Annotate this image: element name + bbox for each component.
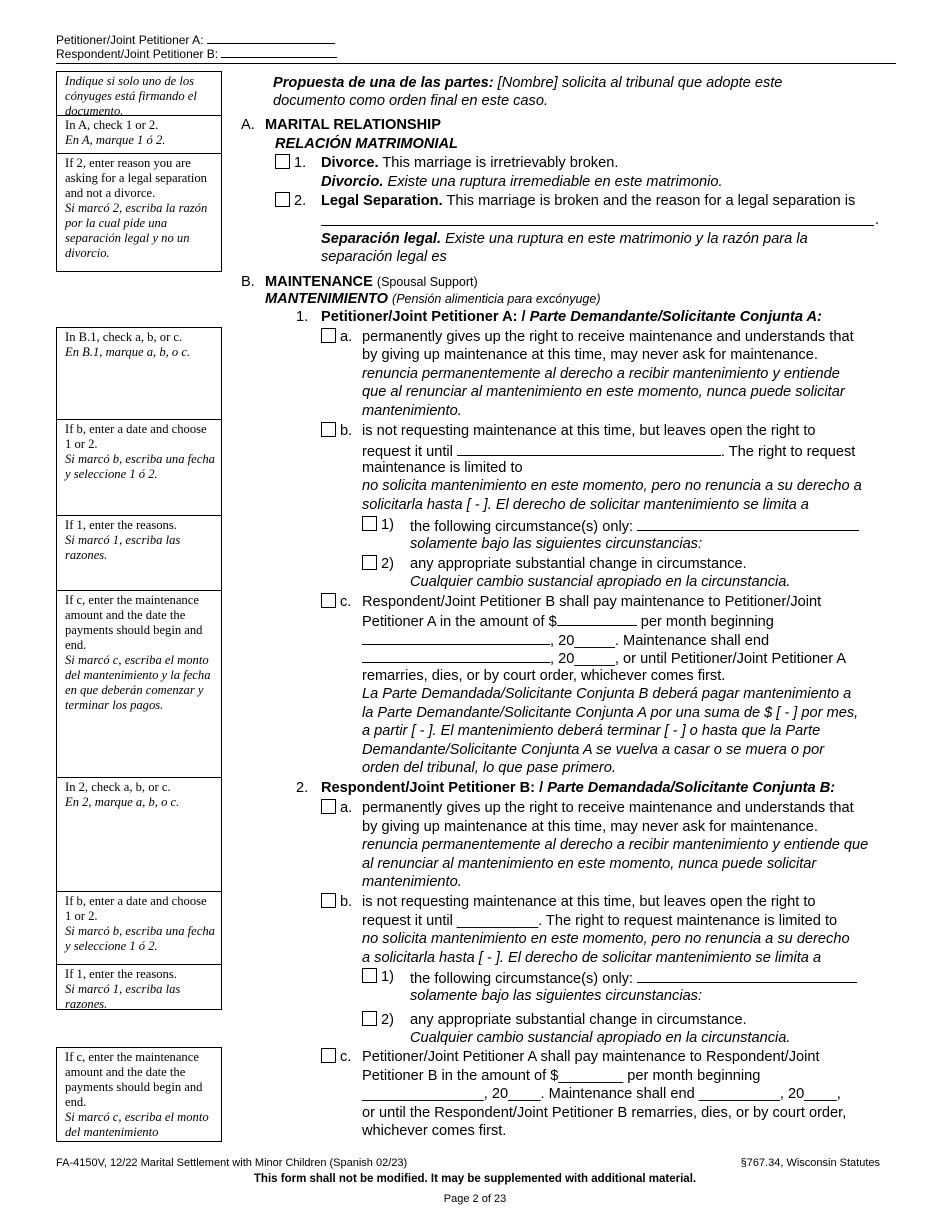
b2b1-row: 1)	[362, 968, 394, 987]
respondent-name-field[interactable]	[221, 57, 337, 58]
b2b2-row: 2)	[362, 1011, 394, 1030]
b2a-row: a.	[321, 799, 352, 818]
sidebar-note-b2b1: If 1, enter the reasons. Si marcó 1, escriba las razones.	[56, 965, 222, 1010]
b2a-es-2: al renunciar al mantenimiento en este momento, nunca puede solicitar	[362, 856, 817, 872]
b1a-row: a.	[321, 328, 352, 347]
b2b1-text: the following circumstance(s) only:	[410, 968, 857, 989]
b1c-es-3: a partir [ - ]. El mantenimiento deberá terminar [ - ] o hasta que la Parte	[362, 723, 821, 739]
header-rule	[56, 63, 896, 64]
b1a-checkbox[interactable]	[321, 328, 336, 343]
b1c-line-1: Respondent/Joint Petitioner B shall pay maintenance to Petitioner/Joint	[362, 594, 822, 610]
b1a-es-2: que al renunciar al mantenimiento en este momento, nunca puede solicitar	[362, 384, 845, 400]
b2b-checkbox[interactable]	[321, 893, 336, 908]
footer-statute: §767.34, Wisconsin Statutes	[740, 1157, 880, 1169]
footer-form-id: FA-4150V, 12/22 Marital Settlement with Minor Children (Spanish 02/23)	[56, 1157, 408, 1169]
section-b-letter: B.	[241, 274, 255, 290]
b1b1-text: the following circumstance(s) only:	[410, 516, 859, 537]
petitioner-name-field[interactable]	[207, 43, 335, 44]
b1c-row: c.	[321, 593, 351, 612]
b1b-es-1: no solicita mantenimiento en este momento, pero no renuncia a su derecho a	[362, 478, 862, 494]
a1-row: 1.	[275, 154, 306, 173]
b1-title: Petitioner/Joint Petitioner A: / Parte Demandante/Solicitante Conjunta A:	[321, 309, 822, 325]
b1b1-checkbox[interactable]	[362, 516, 377, 531]
b2b2-text: any appropriate substantial change in circumstance.	[410, 1012, 747, 1028]
page-number: Page 2 of 23	[443, 1193, 507, 1205]
b1b1-circumstances-field[interactable]	[637, 516, 859, 531]
b2a-line-2: by giving up maintenance at this time, may never ask for maintenance.	[362, 819, 818, 835]
sidebar-note-a: In A, check 1 or 2. En A, marque 1 ó 2.	[56, 116, 222, 154]
b1b2-es: Cualquier cambio sustancial apropiado en la circunstancia.	[410, 574, 791, 590]
b2b-es-2: a solicitarla hasta [ - ]. El derecho de solicitar mantenimiento se limita a	[362, 950, 822, 966]
b2b2-es: Cualquier cambio sustancial apropiado en la circunstancia.	[410, 1030, 791, 1046]
b2b2-checkbox[interactable]	[362, 1011, 377, 1026]
b1c-es-4: Demandante/Solicitante Conjunta A se vuelva a casar o se muera o por	[362, 742, 825, 758]
a1-text: Divorce. This marriage is irretrievably broken.	[321, 155, 619, 171]
section-a-title-es: RELACIÓN MATRIMONIAL	[275, 136, 458, 152]
section-a-title: MARITAL RELATIONSHIP	[265, 117, 441, 133]
petitioner-header: Petitioner/Joint Petitioner A:	[56, 34, 335, 47]
b1b-line-1: is not requesting maintenance at this time, but leaves open the right to	[362, 423, 816, 439]
b2a-checkbox[interactable]	[321, 799, 336, 814]
b2c-line-5: whichever comes first.	[362, 1123, 507, 1139]
section-b-title-es: MANTENIMIENTO (Pensión alimenticia para excónyuge)	[265, 291, 601, 307]
b2-number: 2.	[296, 780, 309, 796]
respondent-header: Respondent/Joint Petitioner B:	[56, 48, 337, 61]
a2-text-es-1: Separación legal. Existe una ruptura en este matrimonio y la razón para la	[321, 231, 808, 247]
b1b-line-2: request it until . The right to request	[362, 441, 855, 462]
b1a-line-2: by giving up maintenance at this time, may never ask for maintenance.	[362, 347, 818, 363]
b1c-begin-date-field[interactable]	[362, 630, 550, 645]
sidebar-note-one-spouse: Indique si solo uno de los cónyuges está firmando el documento.	[56, 71, 222, 116]
separation-reason-field[interactable]	[321, 225, 874, 226]
b2c-row: c.	[321, 1048, 351, 1067]
b1b-until-date-field[interactable]	[457, 441, 721, 456]
b1b1-row: 1)	[362, 516, 394, 535]
b2b1-checkbox[interactable]	[362, 968, 377, 983]
b1b2-text: any appropriate substantial change in circumstance.	[410, 556, 747, 572]
b2a-es-3: mantenimiento.	[362, 874, 462, 890]
b1c-es-1: La Parte Demandada/Solicitante Conjunta B deberá pagar mantenimiento a	[362, 686, 852, 702]
b1c-es-2: la Parte Demandante/Solicitante Conjunta A por una suma de $ [ - ] por mes,	[362, 705, 859, 721]
sidebar-note-b1b1: If 1, enter the reasons. Si marcó 1, escriba las razones.	[56, 516, 222, 591]
separation-reason-period: .	[875, 212, 880, 228]
b1b-checkbox[interactable]	[321, 422, 336, 437]
b2c-checkbox[interactable]	[321, 1048, 336, 1063]
b1c-amount-field[interactable]	[557, 611, 637, 626]
b1b2-row: 2)	[362, 555, 394, 574]
b2-title: Respondent/Joint Petitioner B: / Parte Demandada/Solicitante Conjunta B:	[321, 780, 836, 796]
sidebar-note-b2c: If c, enter the maintenance amount and the date the payments should begin and end. Si marcó c, escriba el monto del mantenimiento	[56, 1047, 222, 1142]
b2a-es-1: renuncia permanentemente al derecho a recibir mantenimiento y entiende que	[362, 837, 869, 853]
b2a-line-1: permanently gives up the right to receive maintenance and understands that	[362, 800, 854, 816]
b1b-line-3: maintenance is limited to	[362, 460, 523, 476]
a2-row: 2.	[275, 192, 306, 211]
b1a-line-1: permanently gives up the right to receive maintenance and understands that	[362, 329, 854, 345]
b2b-row: b.	[321, 893, 352, 912]
b1c-end-date-field[interactable]	[362, 648, 550, 663]
sidebar-note-b1b: If b, enter a date and choose 1 or 2. Si marcó b, escriba una fecha y seleccione 1 ó 2.	[56, 420, 222, 516]
section-a-letter: A.	[241, 117, 255, 133]
b1-number: 1.	[296, 309, 309, 325]
b1b2-checkbox[interactable]	[362, 555, 377, 570]
section-b-title: MAINTENANCE (Spousal Support)	[265, 274, 478, 290]
sidebar-note-a2: If 2, enter reason you are asking for a legal separation and not a divorce. Si marcó 2, escriba la razón por la cual pide una separación legal y no un divorcio.	[56, 154, 222, 272]
b1c-line-4: , 20_____, or until Petitioner/Joint Petitioner A	[362, 648, 846, 669]
b2c-line-3: _______________, 20____. Maintenance shall end __________, 20____,	[362, 1086, 841, 1102]
b2c-line-4: or until the Respondent/Joint Petitioner B remarries, dies, or by court order,	[362, 1105, 847, 1121]
legal-separation-checkbox[interactable]	[275, 192, 290, 207]
sidebar-note-b2: In 2, check a, b, or c. En 2, marque a, b, o c.	[56, 778, 222, 892]
b2b-line-2: request it until __________. The right to request maintenance is limited to	[362, 913, 838, 929]
sidebar-note-b1c: If c, enter the maintenance amount and the date the payments should begin and end. Si marcó c, escriba el monto del mantenimiento y la fecha en que deberán comenzar y terminar los pagos.	[56, 591, 222, 778]
a1-text-es: Divorcio. Existe una ruptura irremediable en este matrimonio.	[321, 174, 723, 190]
b2b-line-1: is not requesting maintenance at this time, but leaves open the right to	[362, 894, 816, 910]
footer-notice: This form shall not be modified. It may be supplemented with additional material.	[253, 1173, 697, 1185]
divorce-checkbox[interactable]	[275, 154, 290, 169]
b1b1-es: solamente bajo las siguientes circunstancias:	[410, 536, 703, 552]
b2c-line-1: Petitioner/Joint Petitioner A shall pay maintenance to Respondent/Joint	[362, 1049, 820, 1065]
a2-text-es-2: separación legal es	[321, 249, 447, 265]
b2b-es-1: no solicita mantenimiento en este momento, pero no renuncia a su derecho	[362, 931, 850, 947]
b2b1-circumstances-field[interactable]	[637, 968, 857, 983]
proposal-line-1: Propuesta de una de las partes: [Nombre] solicita al tribunal que adopte este	[273, 75, 783, 91]
b1a-es-1: renuncia permanentemente al derecho a recibir mantenimiento y entiende	[362, 366, 840, 382]
b1a-es-3: mantenimiento.	[362, 403, 462, 419]
b2b1-es: solamente bajo las siguientes circunstancias:	[410, 988, 703, 1004]
b1b-es-2: solicitarla hasta [ - ]. El derecho de solicitar mantenimiento se limita a	[362, 497, 809, 513]
proposal-line-2: documento como orden final en este caso.	[273, 93, 549, 109]
b1b-row: b.	[321, 422, 352, 441]
a2-text: Legal Separation. This marriage is broken and the reason for a legal separation is	[321, 193, 856, 209]
sidebar-note-b2b: If b, enter a date and choose 1 or 2. Si marcó b, escriba una fecha y seleccione 1 ó 2.	[56, 892, 222, 965]
sidebar-note-b1: In B.1, check a, b, or c. En B.1, marque a, b, o c.	[56, 327, 222, 420]
b1c-checkbox[interactable]	[321, 593, 336, 608]
b1c-line-2: Petitioner A in the amount of $ per month beginning	[362, 611, 774, 632]
b1c-line-5: remarries, dies, or by court order, whichever comes first.	[362, 668, 726, 684]
b1c-line-3: , 20_____. Maintenance shall end	[362, 630, 769, 651]
b2c-line-2: Petitioner B in the amount of $________ per month beginning	[362, 1068, 761, 1084]
b1c-es-5: orden del tribunal, lo que pase primero.	[362, 760, 616, 776]
